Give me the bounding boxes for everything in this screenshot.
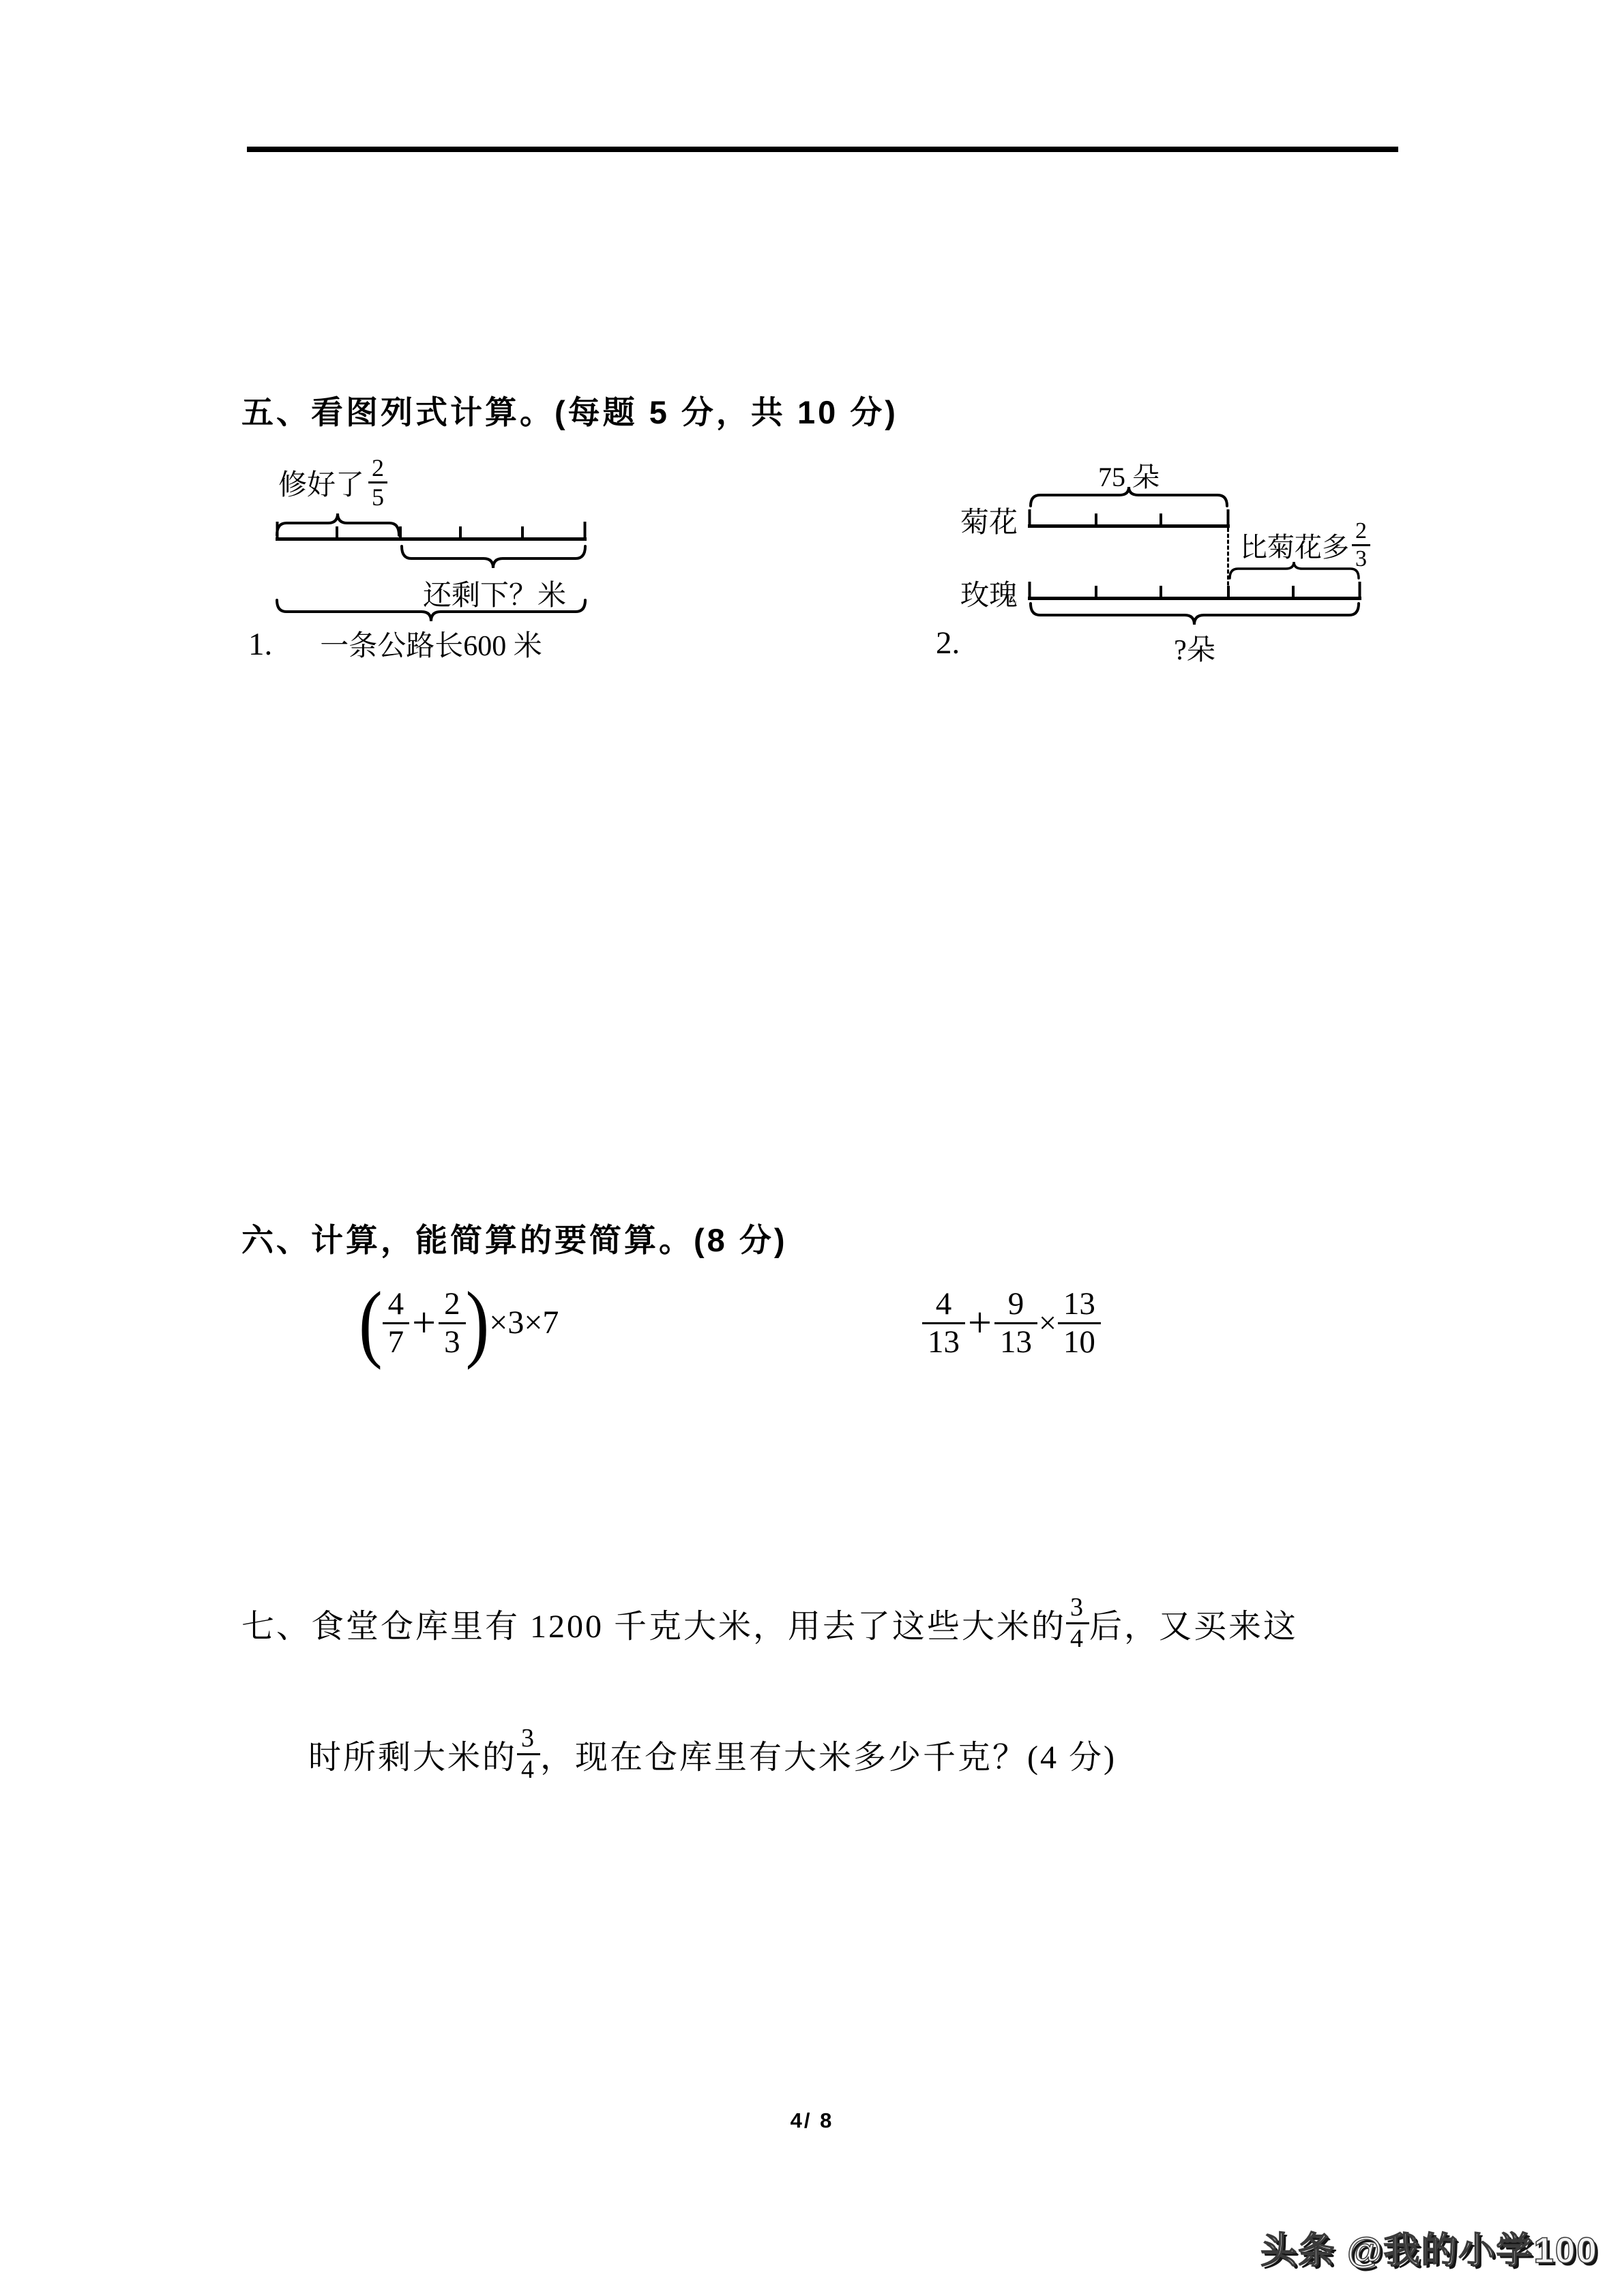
problem2-number: 2. <box>936 625 960 661</box>
fraction-numerator: 9 <box>1007 1285 1024 1322</box>
fraction-numerator: 4 <box>387 1285 404 1322</box>
fraction-4-13 <box>922 1286 965 1360</box>
fraction-2-3 <box>439 1286 466 1360</box>
page-number: 4/ 8 <box>790 2108 834 2132</box>
fraction-numerator: 13 <box>1063 1285 1095 1322</box>
chrysanthemum-bar-diagram <box>1028 507 1230 528</box>
fraction-13-10 <box>1058 1286 1101 1360</box>
section6-title: 六、计算，能简算的要简算。(8 分) <box>241 1222 788 1258</box>
multiply-tail: ×3×7 <box>489 1304 559 1341</box>
chrysanthemum-row-label: 菊花 <box>960 507 1018 539</box>
fraction-denominator: 7 <box>383 1322 410 1360</box>
line2-prefix: 时所剩大米的 <box>308 1739 518 1776</box>
line2-fraction <box>517 1724 540 1784</box>
fraction-denominator: 13 <box>994 1322 1037 1360</box>
fraction-denominator: 4 <box>517 1753 540 1785</box>
plus-operator: + <box>968 1300 992 1346</box>
rose-row-label: 玫瑰 <box>960 580 1018 612</box>
right-paren: ) <box>465 1274 490 1371</box>
fraction-numerator: 2 <box>444 1285 460 1322</box>
fraction-numerator: 3 <box>1070 1592 1086 1622</box>
expression-2 <box>922 1275 1101 1371</box>
fraction-denominator: 5 <box>368 481 387 511</box>
line1-suffix: 后，又买来这 <box>1089 1608 1299 1645</box>
fraction-denominator: 3 <box>439 1322 466 1360</box>
fraction-denominator: 4 <box>1066 1622 1089 1654</box>
chrysanthemum-count-label: 75 朵 <box>1098 462 1160 492</box>
road-total-label: 一条公路长600 米 <box>320 631 542 662</box>
header-rule <box>247 147 1398 152</box>
fraction-9-13 <box>994 1286 1037 1360</box>
times-operator: × <box>1038 1305 1057 1340</box>
fraction-denominator: 10 <box>1058 1322 1101 1360</box>
fraction-numerator: 2 <box>372 454 385 481</box>
fraction-numerator: 4 <box>935 1285 952 1322</box>
underbrace-remaining-part <box>400 545 587 569</box>
fraction-numerator: 3 <box>521 1723 537 1753</box>
repaired-fraction <box>368 454 387 511</box>
problem1-repaired-label <box>278 454 387 511</box>
fraction-denominator: 3 <box>1352 544 1370 572</box>
fraction-denominator: 13 <box>922 1322 965 1360</box>
section7-line2 <box>308 1712 1117 1796</box>
fraction-numerator: 2 <box>1355 518 1367 543</box>
overbrace-chrysanthemum <box>1029 486 1228 506</box>
line1-prefix: 七、食堂仓库里有 1200 千克大米，用去了这些大米的 <box>241 1608 1067 1645</box>
line1-fraction <box>1066 1593 1089 1653</box>
left-paren: ( <box>359 1274 383 1371</box>
line2-suffix: ，现在仓库里有大米多少千克？(4 分) <box>540 1739 1117 1776</box>
section7-line1 <box>241 1581 1298 1665</box>
overbrace-extra-part <box>1228 561 1360 578</box>
section5-title: 五、看图列式计算。(每题 5 分，共 10 分) <box>241 394 898 430</box>
rose-total-label: ?朵 <box>1174 635 1215 666</box>
underbrace-whole-rose <box>1029 602 1360 625</box>
repaired-text: 修好了 <box>278 469 365 501</box>
rose-bar-diagram <box>1028 580 1361 600</box>
more-than-text: 比菊花多 <box>1240 532 1349 563</box>
remaining-label: 还剩下？米 <box>422 580 566 612</box>
expression-1 <box>359 1275 559 1371</box>
plus-operator: + <box>412 1300 437 1346</box>
problem1-number: 1. <box>248 627 273 662</box>
watermark: 头条 @我的小学100 <box>1260 2231 1598 2271</box>
underbrace-whole-road <box>276 599 587 622</box>
fraction-4-7 <box>383 1286 410 1360</box>
road-bar-diagram <box>276 520 587 541</box>
